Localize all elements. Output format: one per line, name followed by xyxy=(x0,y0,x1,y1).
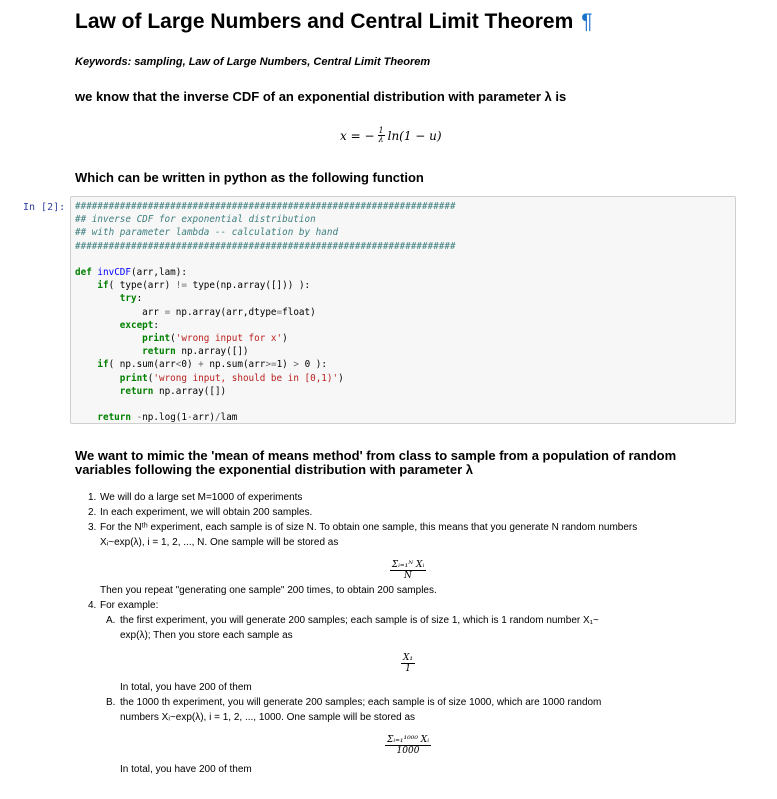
sub-item: A. the first experiment, you will generate 200 samples; each sample is of size 1, which is 1 random number X₁~ xyxy=(106,615,599,626)
sample-mean-formula: Σᵢ₌₁ᴺ Xᵢ N xyxy=(391,560,425,581)
thousand-sample-formula: Σᵢ₌₁¹⁰⁰⁰ Xᵢ 1000 xyxy=(386,735,430,756)
keywords-line: Keywords: sampling, Law of Large Numbers, Central Limit Theorem xyxy=(75,56,431,68)
sub-item-continued: exp(λ); Then you store each sample as xyxy=(120,630,293,641)
code-block[interactable]: #################################################################### ## inverse CDF for exponential distribution ## with parameter lambda -- calculation by hand #################################################################### def invCDF(arr,lam): if( type(arr) != type(np.array([])) ): try: arr = np.array(arr,dtype=float) except: print('wrong input for x') return np.array([]) if( np.sum(arr<0) + np.sum(arr>=1) > 0 ): print('wrong input, should be in [0,1)') return np.array([]) return -np.log(1-arr)/lam xyxy=(75,201,456,424)
list-item: 4. For example: xyxy=(88,600,159,611)
sub-item: B. the 1000 th experiment, you will generate 200 samples; each sample is of size 1000, which are 1000 random xyxy=(106,697,602,708)
cell-prompt: In [2]: xyxy=(23,202,66,213)
section-heading: We want to mimic the 'mean of means method' from class to sample from a population of random variables following the exponential distribution with parameter λ xyxy=(75,448,677,477)
single-sample-formula: X₁ 1 xyxy=(402,653,413,674)
python-heading: Which can be written in python as the following function xyxy=(75,170,424,185)
list-item: 1. We will do a large set M=1000 of experiments xyxy=(88,492,303,503)
sub-item-continued: In total, you have 200 of them xyxy=(120,682,252,693)
page-title: Law of Large Numbers and Central Limit Theorem ¶ xyxy=(75,10,593,33)
anchor-link-icon[interactable]: ¶ xyxy=(581,10,593,33)
instruction-list xyxy=(88,490,728,777)
list-item-continued: Then you repeat "generating one sample" 200 times, to obtain 200 samples. xyxy=(100,585,437,596)
list-item: 2. In each experiment, we will obtain 200 samples. xyxy=(88,507,313,518)
list-item: 3. For the Nᵗʰ experiment, each sample is of size N. To obtain one sample, this means that you generate N random numbers xyxy=(88,522,638,533)
sub-item-continued: In total, you have 200 of them xyxy=(120,764,252,775)
intro-text: we know that the inverse CDF of an exponential distribution with parameter λ is xyxy=(75,89,567,104)
sub-item-continued: numbers Xᵢ~exp(λ), i = 1, 2, ..., 1000. One sample will be stored as xyxy=(120,712,416,723)
list-item-continued: Xᵢ~exp(λ), i = 1, 2, ..., N. One sample will be stored as xyxy=(100,537,339,548)
inverse-cdf-formula: x = − $\frac{1}{\lambda}$ ln(1 − u) xyxy=(340,126,442,144)
